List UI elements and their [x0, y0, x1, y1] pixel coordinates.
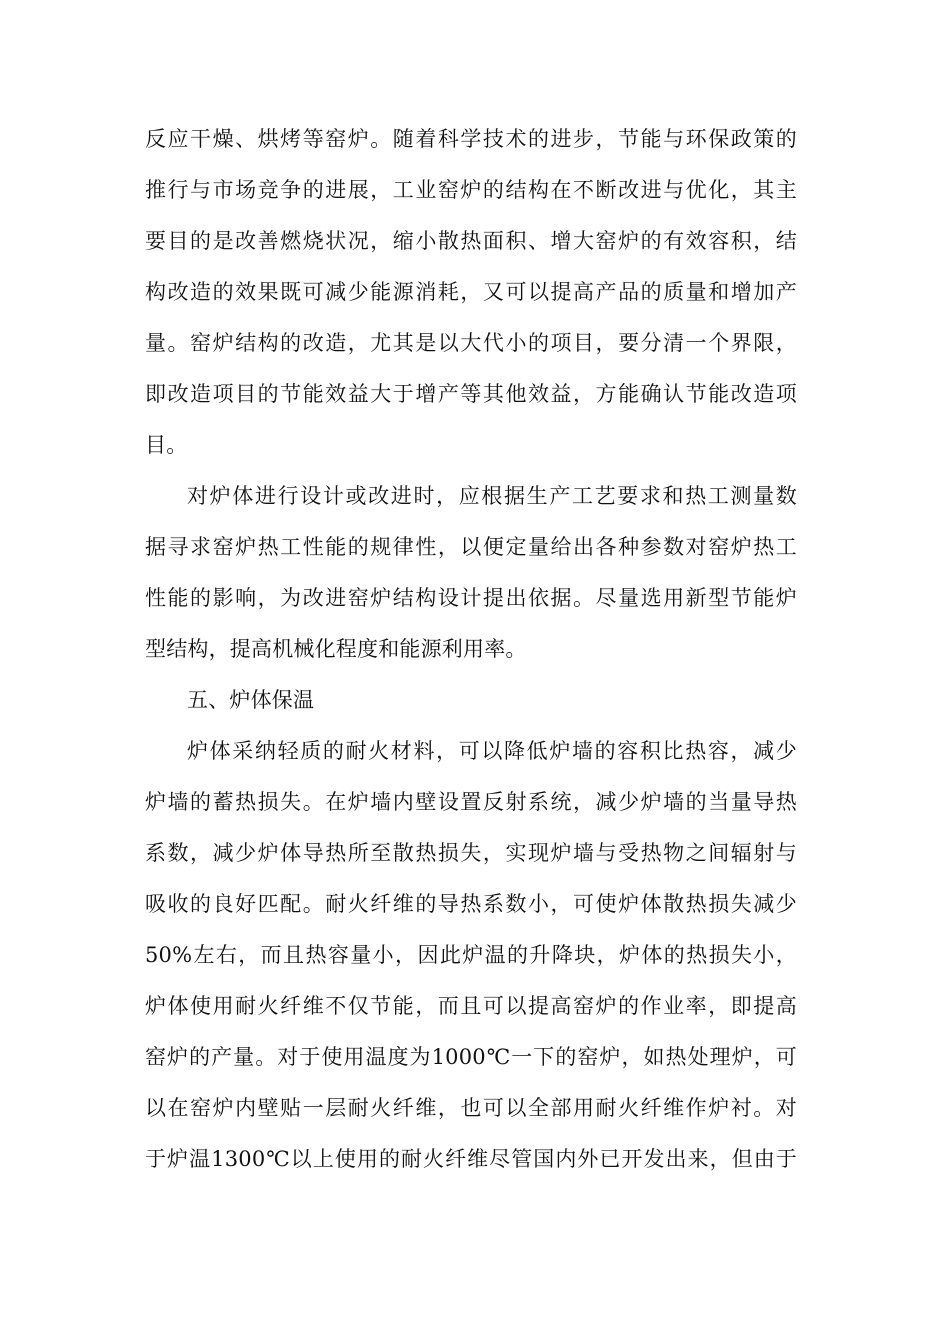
text-line: 于炉温1300℃以上使用的耐火纤维尽管国内外已开发出来，但由于 — [145, 1147, 797, 1171]
text-line: 性能的影响，为改进窑炉结构设计提出依据。尽量选用新型节能炉 — [145, 586, 797, 610]
text-line: 系数，减少炉体导热所至散热损失，实现炉墙与受热物之间辐射与 — [145, 841, 797, 865]
text-line: 炉体使用耐火纤维不仅节能，而且可以提高窑炉的作业率，即提高 — [145, 994, 797, 1018]
text-line: 50%左右，而且热容量小，因此炉温的升降块，炉体的热损失小， — [145, 943, 797, 967]
text-line: 量。窑炉结构的改造，尤其是以大代小的项目，要分清一个界限， — [145, 331, 797, 355]
text-line: 型结构，提高机械化程度和能源利用率。 — [145, 637, 527, 661]
text-line: 即改造项目的节能效益大于增产等其他效益，方能确认节能改造项 — [145, 382, 797, 406]
text-line: 构改造的效果既可减少能源消耗，又可以提高产品的质量和增加产 — [145, 280, 797, 304]
text-line: 炉墙的蓄热损失。在炉墙内壁设置反射系统，减少炉墙的当量导热 — [145, 790, 797, 814]
text-line: 炉体采纳轻质的耐火材料，可以降低炉墙的容积比热容，减少 — [187, 739, 797, 763]
text-line: 据寻求窑炉热工性能的规律性，以便定量给出各种参数对窑炉热工 — [145, 535, 797, 559]
text-line: 要目的是改善燃烧状况，缩小散热面积、增大窑炉的有效容积，结 — [145, 229, 797, 253]
text-line: 推行与市场竞争的进展，工业窑炉的结构在不断改进与优化，其主 — [145, 178, 797, 202]
text-line: 以在窑炉内壁贴一层耐火纤维，也可以全部用耐火纤维作炉衬。对 — [145, 1096, 797, 1120]
text-line: 窑炉的产量。对于使用温度为1000℃一下的窑炉，如热处理炉，可 — [145, 1045, 797, 1069]
document-page — [145, 114, 797, 1185]
text-line: 对炉体进行设计或改进时，应根据生产工艺要求和热工测量数 — [187, 484, 797, 508]
text-line: 吸收的良好匹配。耐火纤维的导热系数小，可使炉体散热损失减少 — [145, 892, 797, 916]
text-line: 目。 — [145, 433, 188, 457]
text-line: 反应干燥、烘烤等窑炉。随着科学技术的进步，节能与环保政策的 — [145, 127, 797, 151]
section-heading: 五、炉体保温 — [187, 688, 315, 712]
